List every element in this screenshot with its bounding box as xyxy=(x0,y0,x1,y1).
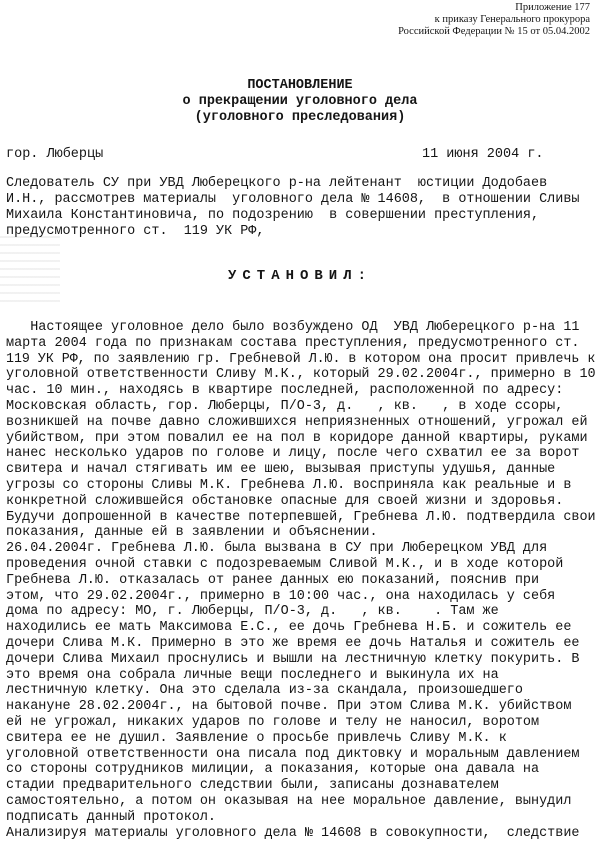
place-of-issue: гор. Люберцы xyxy=(6,147,103,163)
text-line: со стороны сотрудников милиции, а показания, которые она давала на xyxy=(6,762,596,778)
text-line: подписать данный протокол. xyxy=(6,810,596,826)
text-line: проведения очной ставки с подозреваемым Сливой М.К., и в ходе которой xyxy=(6,557,596,573)
annex-line: Российской Федерации № 15 от 05.04.2002 xyxy=(398,26,590,38)
document-title xyxy=(0,78,600,126)
annex-note xyxy=(398,2,590,38)
annex-line: к приказу Генерального прокурора xyxy=(398,14,590,26)
text-line: самостоятельно, а потом он оказывая на нее моральное давление, вынудил xyxy=(6,794,596,810)
text-line: предусмотренного ст. 119 УК РФ, xyxy=(6,224,596,240)
title-line: ПОСТАНОВЛЕНИЕ xyxy=(0,78,600,94)
text-line: уголовной ответственности Сливу М.К., который 29.02.2004г., примерно в 10 xyxy=(6,367,596,383)
text-line: марта 2004 года по признакам состава преступления, предусмотренного ст. xyxy=(6,336,596,352)
issue-date: 11 июня 2004 г. xyxy=(422,147,544,163)
text-line: этом, что 29.02.2004г., примерно в 10:00 час., она находилась у себя xyxy=(6,589,596,605)
text-line: дочери Слива Михаил проснулись и вышли на лестничную клетку покурить. В xyxy=(6,652,596,668)
findings-text xyxy=(6,320,598,841)
text-line: дочери Слива М.К. Примерно в это же время ее дочь Наталья и сожитель ее xyxy=(6,636,596,652)
text-line: Анализируя материалы уголовного дела № 14608 в совокупности, следствие xyxy=(6,826,596,841)
text-line: нанес несколько ударов по голове и лицу, после чего схватил ее за ворот xyxy=(6,446,596,462)
text-line: 26.04.2004г. Гребнева Л.Ю. была вызвана в СУ при Люберецком УВД для xyxy=(6,541,596,557)
text-line: Настоящее уголовное дело было возбуждено ОД УВД Люберецкого р-на 11 xyxy=(6,320,596,336)
text-line: свитера и начал стягивать им ее шею, вызывая приступы удушья, данные xyxy=(6,462,596,478)
text-line: стадии предварительного следствии были, записаны дознавателем xyxy=(6,778,596,794)
text-line: уголовной ответственности она писала под диктовку и моральным давлением xyxy=(6,747,596,763)
text-line: 119 УК РФ, по заявлению гр. Гребневой Л.Ю. в котором она просит привлечь к xyxy=(6,352,588,368)
title-line: о прекращении уголовного дела xyxy=(0,94,600,110)
text-line: угрозы со стороны Сливы М.К. Гребнева Л.Ю. восприняла как реальные и в xyxy=(6,478,596,494)
text-line: свитера ее не душил. Заявление о просьбе привлечь Сливу М.К. к xyxy=(6,731,596,747)
text-line: И.Н., рассмотрев материалы уголовного дела № 14608, в отношении Сливы xyxy=(6,192,596,208)
text-line: ей не угрожал, никаких ударов по голове и телу не наносил, воротом xyxy=(6,715,596,731)
intro-paragraph xyxy=(6,176,598,240)
text-line: находились ее мать Максимова Е.С., ее дочь Гребнева Н.Б. и сожитель ее xyxy=(6,620,596,636)
text-line: Московская область, гор. Люберцы, П/О-3, д. , кв. , в ходе ссоры, xyxy=(6,399,596,415)
text-line: убийством, при этом повалил ее на пол в коридоре данной квартиры, руками xyxy=(6,431,596,447)
text-line: лестничную клетку. Она это сделала из-за скандала, произошедшего xyxy=(6,683,596,699)
text-line: накануне 28.02.2004г., на бытовой почве. При этом Слива М.К. убийством xyxy=(6,699,596,715)
text-line: показания, данные ей в заявлении и объяснении. xyxy=(6,525,596,541)
annex-line: Приложение 177 xyxy=(398,2,590,14)
text-line: Гребнева Л.Ю. отказалась от ранее данных ею показаний, пояснив при xyxy=(6,573,596,589)
text-line: Михаила Константиновича, по подозрению в совершении преступления, xyxy=(6,208,596,224)
text-line: возникшей на почве давно сложившихся неприязненных отношений, угрожал ей xyxy=(6,415,596,431)
text-line: час. 10 мин., находясь в квартире последней, расположенной по адресу: xyxy=(6,383,596,399)
title-line: (уголовного преследования) xyxy=(0,110,600,126)
text-line: это время она собрала личные вещи последнего и выкинула их на xyxy=(6,668,596,684)
text-line: Следователь СУ при УВД Люберецкого р-на лейтенант юстиции Додобаев xyxy=(6,176,596,192)
text-line: дома по адресу: МО, г. Люберцы, П/О-3, д. , кв. . Там же xyxy=(6,604,596,620)
scan-artifact xyxy=(0,232,60,302)
text-line: конкретной сложившейся обстановке опасные для своей жизни и здоровья. xyxy=(6,494,596,510)
section-heading: УСТАНОВИЛ: xyxy=(0,268,600,284)
text-line: Будучи допрошенной в качестве потерпевшей, Гребнева Л.Ю. подтвердила свои xyxy=(6,510,596,526)
